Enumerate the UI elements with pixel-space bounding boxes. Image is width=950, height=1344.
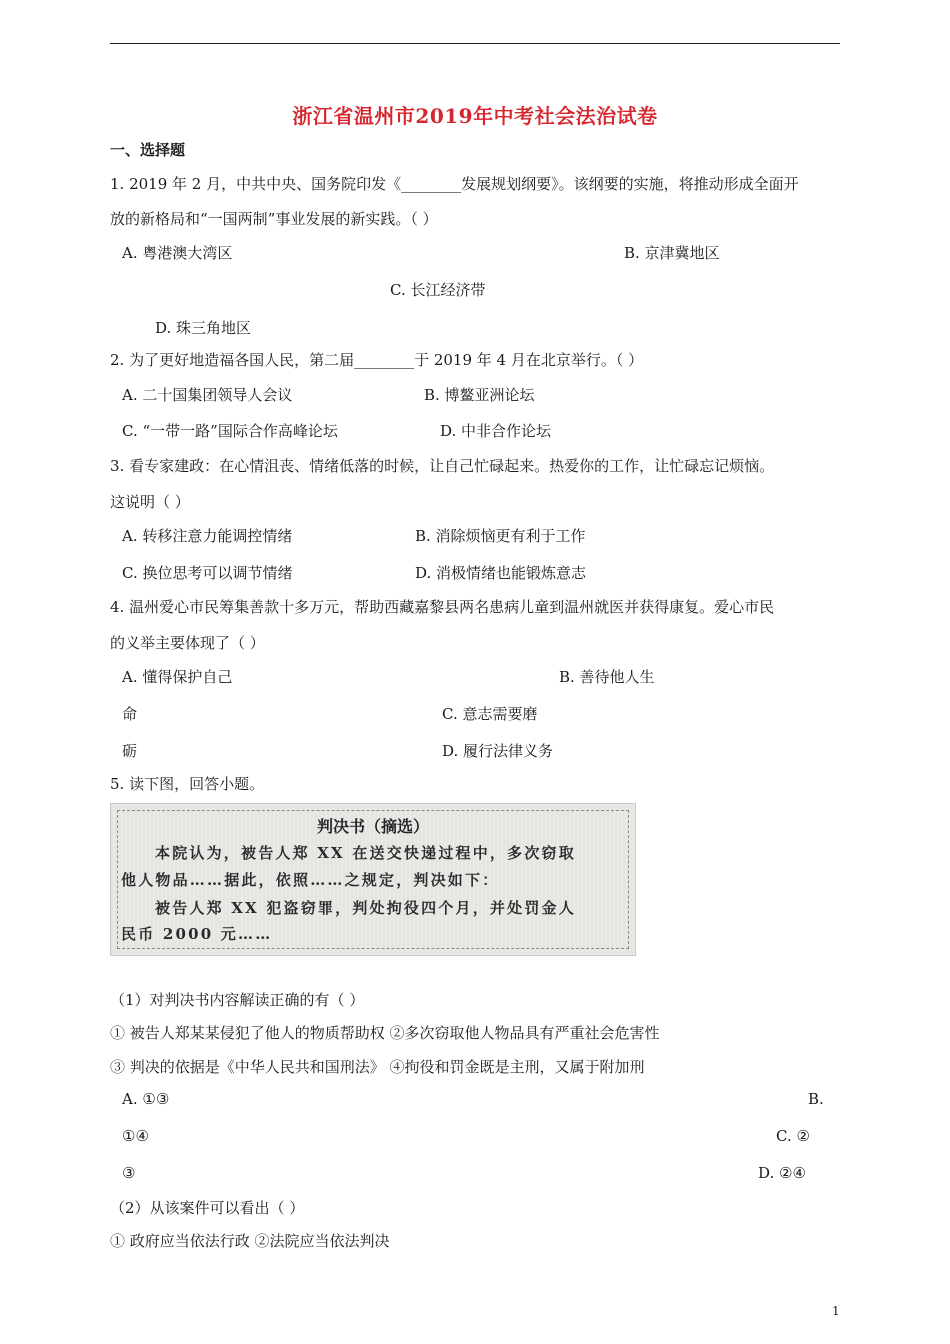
- q5-sub1-option-c[interactable]: C. ②: [776, 1127, 810, 1145]
- q4-stem-line1: 4. 温州爱心市民筹集善款十多万元，帮助西藏嘉黎县两名患病儿童到温州就医并获得康复。爱心市民: [110, 598, 775, 616]
- q3-option-d[interactable]: D. 消极情绪也能锻炼意志: [415, 564, 587, 582]
- judgment-line-2: 他人物品……据此，依照……之规定，判决如下：: [121, 871, 500, 889]
- q3-option-b[interactable]: B. 消除烦恼更有利于工作: [415, 527, 586, 545]
- header-rule: [110, 43, 840, 44]
- q5-sub1-statements-3-4: ③ 判决的依据是《中华人民共和国刑法》 ④拘役和罚金既是主刑，又属于附加刑: [110, 1058, 645, 1076]
- q5-sub1-stem: （1）对判决书内容解读正确的有（ ）: [110, 991, 365, 1009]
- q1-option-b[interactable]: B. 京津冀地区: [624, 244, 720, 262]
- q2-option-b[interactable]: B. 博鳌亚洲论坛: [424, 386, 535, 404]
- q5-sub1-option-d[interactable]: D. ②④: [758, 1164, 806, 1182]
- judgment-title: 判决书（摘选）: [316, 817, 429, 836]
- q5-sub1-option-a[interactable]: A. ①③: [122, 1090, 170, 1108]
- q1-stem-line2: 放的新格局和“一国两制”事业发展的新实践。（ ）: [110, 210, 438, 228]
- q3-stem-line2: 这说明（ ）: [110, 493, 190, 511]
- q3-option-a[interactable]: A. 转移注意力能调控情绪: [122, 527, 293, 545]
- q4-option-a[interactable]: A. 懂得保护自己: [122, 668, 233, 686]
- q1-option-d[interactable]: D. 珠三角地区: [155, 319, 252, 337]
- page-title: 浙江省温州市2019年中考社会法治试卷: [292, 104, 658, 128]
- q4-option-b[interactable]: B. 善待他人生: [559, 668, 655, 686]
- q5-sub2-stem: （2）从该案件可以看出（ ）: [110, 1199, 305, 1217]
- judgment-excerpt-image: [110, 803, 636, 956]
- q1-option-a[interactable]: A. 粤港澳大湾区: [122, 244, 233, 262]
- q5-sub1-option-c-value: ③: [122, 1164, 136, 1182]
- section-heading: 一、选择题: [110, 141, 186, 159]
- q4-option-b-continued: 命: [122, 705, 138, 723]
- judgment-line-4: 民币 2000 元……: [121, 925, 273, 943]
- q5-sub1-option-b[interactable]: B.: [808, 1090, 824, 1108]
- q4-option-c-continued: 砺: [122, 742, 138, 760]
- q4-option-d[interactable]: D. 履行法律义务: [442, 742, 554, 760]
- judgment-line-1: 本院认为，被告人郑 XX 在送交快递过程中，多次窃取: [155, 844, 576, 862]
- q5-intro: 5. 读下图，回答小题。: [110, 775, 265, 793]
- page-number: 1: [832, 1304, 840, 1318]
- q3-option-c[interactable]: C. 换位思考可以调节情绪: [122, 564, 293, 582]
- q5-sub1-option-b-value: ①④: [122, 1127, 149, 1145]
- q3-stem-line1: 3. 看专家建政：在心情沮丧、情绪低落的时候，让自己忙碌起来。热爱你的工作，让忙碌忘记烦恼。: [110, 457, 775, 475]
- q1-stem-line1: 1. 2019 年 2 月，中共中央、国务院印发《________发展规划纲要》。该纲要的实施，将推动形成全面开: [110, 175, 799, 193]
- q4-stem-line2: 的义举主要体现了（ ）: [110, 634, 265, 652]
- q4-option-c[interactable]: C. 意志需要磨: [442, 705, 538, 723]
- q5-sub2-statements-1-2: ① 政府应当依法行政 ②法院应当依法判决: [110, 1232, 390, 1250]
- judgment-line-3: 被告人郑 XX 犯盗窃罪，判处拘役四个月，并处罚金人: [155, 899, 576, 917]
- q2-option-a[interactable]: A. 二十国集团领导人会议: [122, 386, 293, 404]
- q1-option-c[interactable]: C. 长江经济带: [390, 281, 486, 299]
- q5-sub1-statements-1-2: ① 被告人郑某某侵犯了他人的物质帮助权 ②多次窃取他人物品具有严重社会危害性: [110, 1024, 660, 1042]
- q2-stem: 2. 为了更好地造福各国人民，第二届________于 2019 年 4 月在北京举行。（ ）: [110, 351, 644, 369]
- q2-option-c[interactable]: C. “一带一路”国际合作高峰论坛: [122, 422, 338, 440]
- q2-option-d[interactable]: D. 中非合作论坛: [440, 422, 552, 440]
